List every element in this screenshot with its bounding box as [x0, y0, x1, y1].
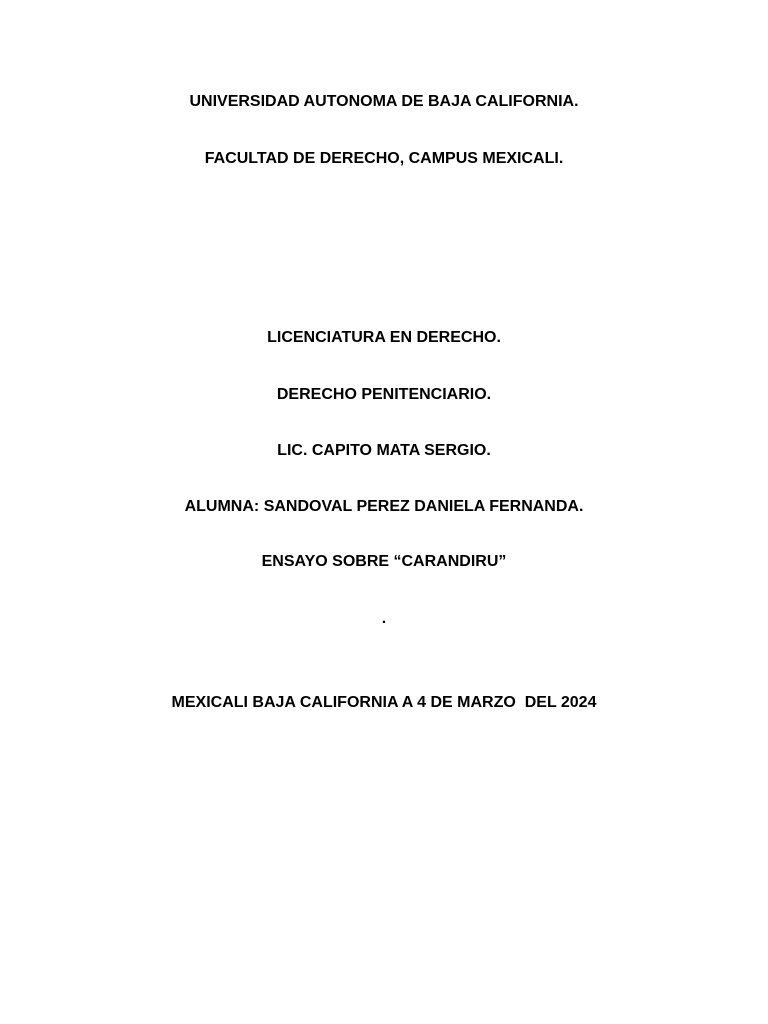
place-and-date: MEXICALI BAJA CALIFORNIA A 4 DE MARZO DEL 2024 — [171, 694, 597, 711]
degree-program: LICENCIATURA EN DERECHO. — [267, 329, 501, 346]
faculty-name: FACULTAD DE DERECHO, CAMPUS MEXICALI. — [204, 150, 564, 167]
student-name: ALUMNA: SANDOVAL PEREZ DANIELA FERNANDA. — [184, 498, 584, 515]
subject-name: DERECHO PENITENCIARIO. — [276, 386, 492, 403]
university-name: UNIVERSIDAD AUTONOMA DE BAJA CALIFORNIA. — [189, 93, 579, 110]
professor-name: LIC. CAPITO MATA SERGIO. — [277, 442, 491, 459]
separator-dot: . — [381, 610, 387, 627]
essay-title: ENSAYO SOBRE “CARANDIRU” — [261, 553, 507, 570]
